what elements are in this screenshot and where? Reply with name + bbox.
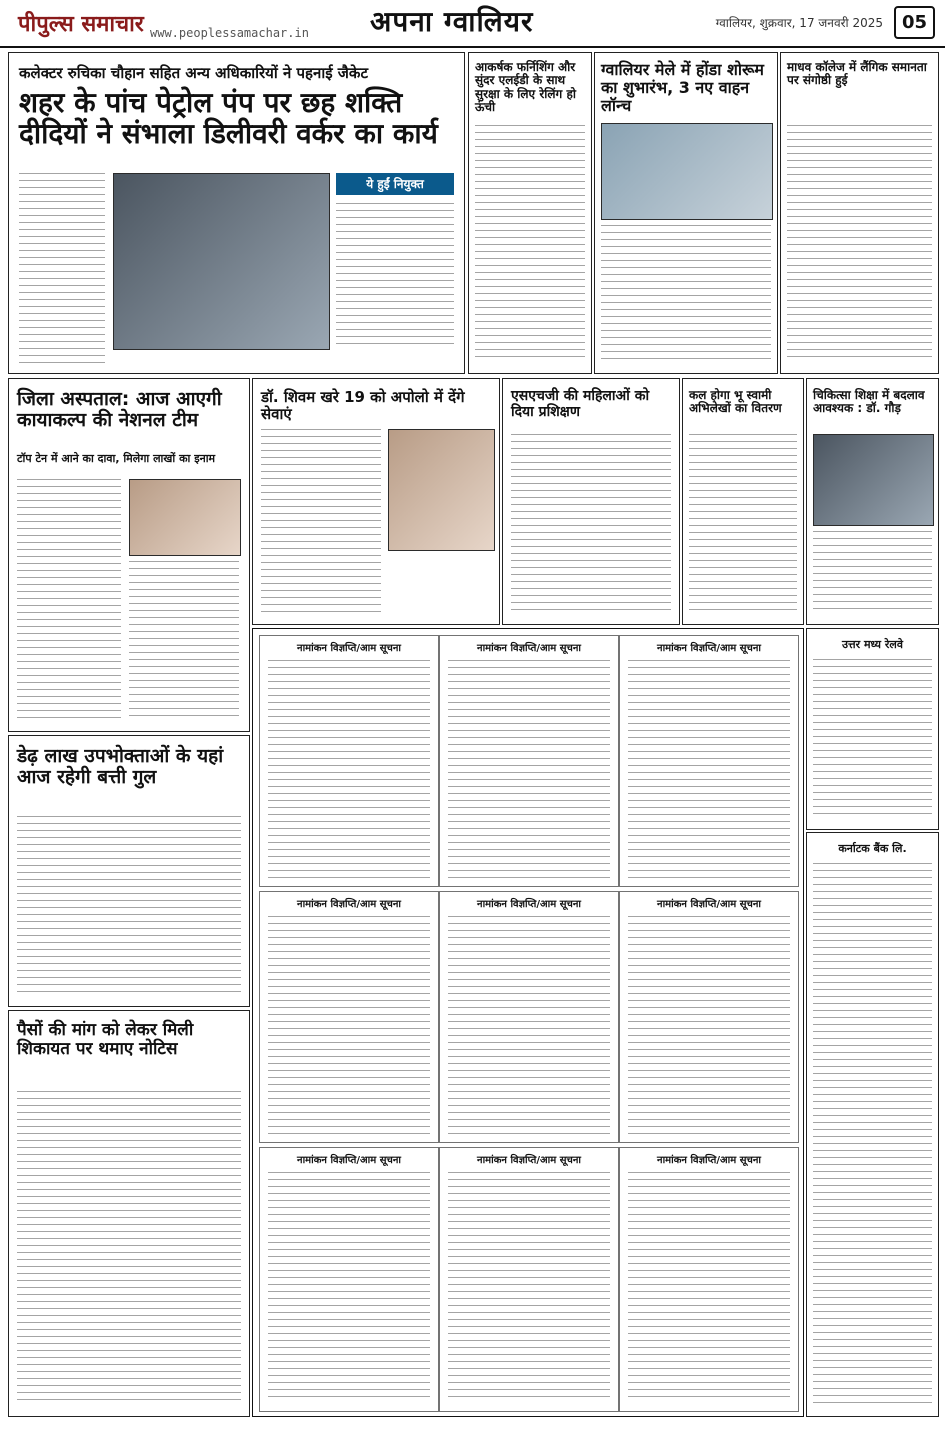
notice-cell-8 bbox=[439, 1147, 619, 1412]
notice-title-1: नामांकन विज्ञप्ति/आम सूचना bbox=[297, 643, 401, 654]
fair-railing-text bbox=[475, 125, 585, 363]
hospital-text-right bbox=[129, 561, 239, 721]
notice-title-5: नामांकन विज्ञप्ति/आम सूचना bbox=[477, 899, 581, 910]
notice-text-5 bbox=[448, 916, 610, 1134]
railway-title: उत्तर मध्य रेलवे bbox=[842, 638, 903, 651]
hospital-text-left bbox=[17, 479, 121, 721]
doctor-portrait bbox=[388, 429, 495, 551]
medical-event-photo bbox=[813, 434, 934, 526]
notice-title-3: नामांकन विज्ञप्ति/आम सूचना bbox=[657, 643, 761, 654]
lead-headline: शहर के पांच पेट्रोल पंप पर छह शक्ति दीदियों ने संभाला डिलीवरी वर्कर का कार्य bbox=[19, 86, 438, 151]
railway-text bbox=[813, 659, 932, 819]
notice-text-7 bbox=[268, 1172, 430, 1403]
legal-notices-grid bbox=[252, 628, 804, 1417]
district-hospital-headline: जिला अस्पताल: आज आएगी कायाकल्प की नेशनल टीम bbox=[17, 388, 222, 432]
lead-photo bbox=[113, 173, 330, 350]
gender-equality-text bbox=[787, 125, 932, 363]
notice-title-2: नामांकन विज्ञप्ति/आम सूचना bbox=[477, 643, 581, 654]
gender-equality-story bbox=[780, 52, 939, 374]
notice-cell-7 bbox=[259, 1147, 439, 1412]
notice-text-6 bbox=[628, 916, 790, 1134]
shg-text bbox=[511, 434, 671, 614]
appointments-text bbox=[336, 203, 454, 348]
notice-cell-6 bbox=[619, 891, 799, 1143]
notice-title-8: नामांकन विज्ञप्ति/आम सूचना bbox=[477, 1155, 581, 1166]
apollo-doctor-story bbox=[252, 378, 500, 625]
notice-text-9 bbox=[628, 1172, 790, 1403]
notice-text-8 bbox=[448, 1172, 610, 1403]
shg-training-story bbox=[502, 378, 680, 625]
land-records-story bbox=[682, 378, 804, 625]
lead-text-column bbox=[19, 173, 105, 363]
power-cut-text bbox=[17, 816, 241, 996]
notice-cell-1 bbox=[259, 635, 439, 887]
notice-headline: पैसों की मांग को लेकर मिली शिकायत पर थमाए नोटिस bbox=[17, 1020, 194, 1060]
power-cut-headline: डेढ़ लाख उपभोक्ताओं के यहां आज रहेगी बत्ती गुल bbox=[17, 745, 224, 789]
medical-education-story bbox=[806, 378, 939, 625]
notice-title-9: नामांकन विज्ञप्ति/आम सूचना bbox=[657, 1155, 761, 1166]
bank-notice bbox=[806, 832, 939, 1417]
bank-title: कर्नाटक बैंक लि. bbox=[838, 842, 907, 855]
bank-text bbox=[813, 863, 932, 1408]
section-title: अपना ग्वालियर bbox=[370, 5, 534, 38]
land-records-text bbox=[689, 434, 797, 614]
apollo-headline: डॉ. शिवम खरे 19 को अपोलो में देंगे सेवाएं bbox=[261, 388, 465, 423]
medical-education-headline: चिकित्सा शिक्षा में बदलाव आवश्यक : डॉ. गौड़ bbox=[813, 388, 925, 416]
fair-railing-story bbox=[468, 52, 592, 374]
hospital-photo bbox=[129, 479, 241, 556]
notice-text-1 bbox=[268, 660, 430, 878]
apollo-text bbox=[261, 429, 381, 614]
issue-date: ग्वालियर, शुक्रवार, 17 जनवरी 2025 bbox=[715, 16, 883, 30]
fair-railing-headline: आकर्षक फर्निशिंग और सुंदर एलईडी के साथ सुरक्षा के लिए रेलिंग हो ऊंची bbox=[475, 60, 576, 115]
district-hospital-story bbox=[8, 378, 250, 732]
medical-education-text bbox=[813, 531, 932, 614]
notice-title-7: नामांकन विज्ञप्ति/आम सूचना bbox=[297, 1155, 401, 1166]
page-number: 05 bbox=[894, 6, 935, 39]
notice-text bbox=[17, 1091, 241, 1406]
railway-notice bbox=[806, 628, 939, 830]
lead-story bbox=[8, 52, 465, 374]
masthead bbox=[0, 0, 945, 48]
district-hospital-subhead: टॉप टेन में आने का दावा, मिलेगा लाखों का इनाम bbox=[17, 452, 216, 465]
notice-title-6: नामांकन विज्ञप्ति/आम सूचना bbox=[657, 899, 761, 910]
gender-equality-headline: माधव कॉलेज में लैंगिक समानता पर संगोष्ठी हुई bbox=[787, 60, 927, 88]
notice-title-4: नामांकन विज्ञप्ति/आम सूचना bbox=[297, 899, 401, 910]
shg-headline: एसएचजी की महिलाओं को दिया प्रशिक्षण bbox=[511, 388, 650, 420]
notice-cell-5 bbox=[439, 891, 619, 1143]
notice-text-4 bbox=[268, 916, 430, 1134]
notice-cell-3 bbox=[619, 635, 799, 887]
land-records-headline: कल होगा भू स्वामी अभिलेखों का वितरण bbox=[689, 388, 782, 416]
notice-cell-9 bbox=[619, 1147, 799, 1412]
notice-text-3 bbox=[628, 660, 790, 878]
notice-text-2 bbox=[448, 660, 610, 878]
lead-kicker: कलेक्टर रुचिका चौहान सहित अन्य अधिकारियों ने पहनाई जैकेट bbox=[19, 64, 369, 82]
honda-text bbox=[601, 225, 771, 363]
notice-cell-2 bbox=[439, 635, 619, 887]
website-domain: www.peoplessamachar.in bbox=[150, 26, 309, 40]
power-cut-story bbox=[8, 735, 250, 1007]
honda-showroom-story bbox=[594, 52, 778, 374]
honda-photo bbox=[601, 123, 773, 220]
honda-headline: ग्वालियर मेले में होंडा शोरूम का शुभारंभ, 3 नए वाहन लॉन्च bbox=[601, 60, 764, 115]
newspaper-logo: पीपुल्स समाचार bbox=[18, 12, 144, 37]
notice-cell-4 bbox=[259, 891, 439, 1143]
notice-story bbox=[8, 1010, 250, 1417]
appointments-band: ये हुईं नियुक्त bbox=[336, 173, 454, 195]
